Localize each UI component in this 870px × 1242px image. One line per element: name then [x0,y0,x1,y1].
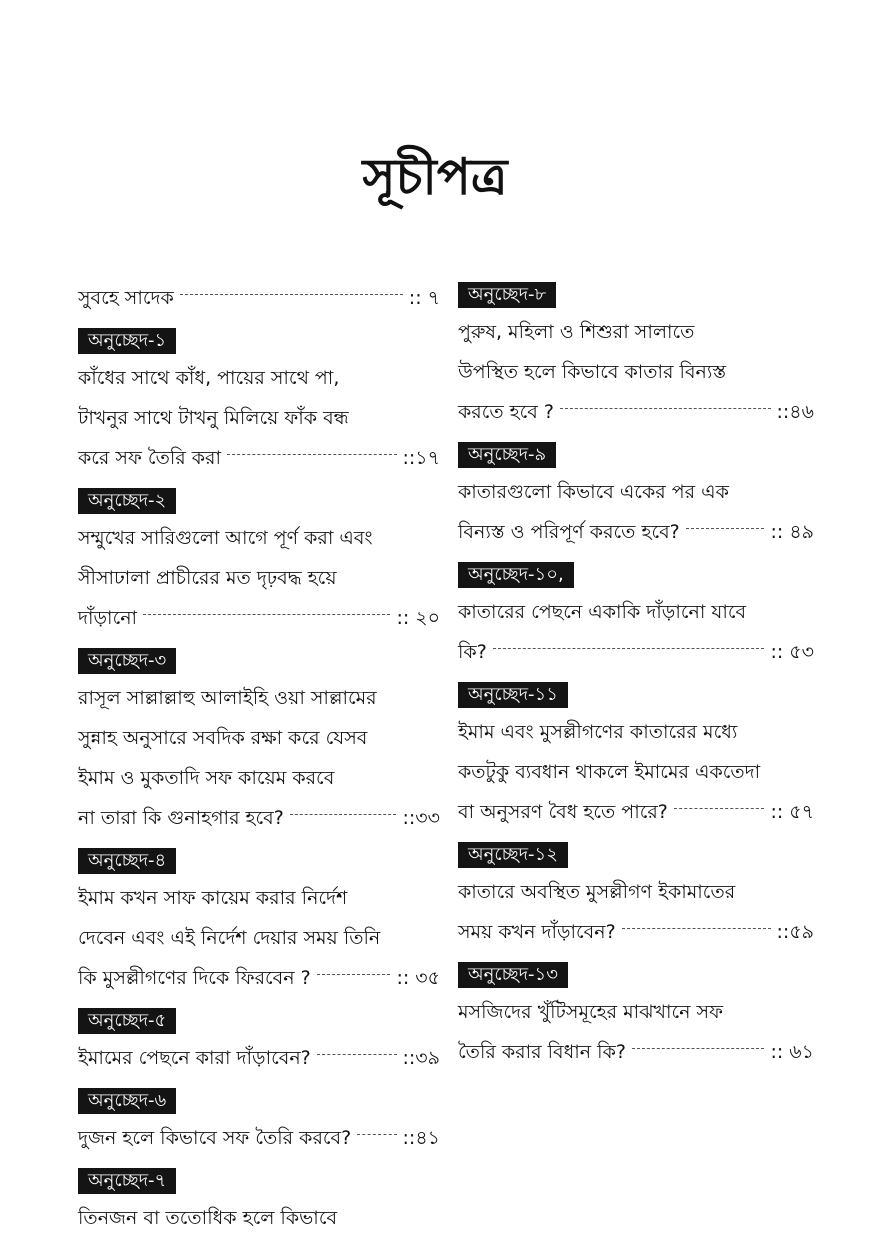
toc-entry-text-line: কি মুসল্লীগণের দিকে ফিরবেন ? [78,967,311,989]
toc-entry-text-line: ইমাম ও মুকতাদি সফ কায়েম করবে [78,767,335,789]
dot-leader [674,808,765,809]
page-number: ::৪১ [402,1127,440,1149]
toc-entry-text-line: কাঁধের সাথে কাঁধ, পায়ের সাথে পা, [78,367,340,389]
toc-line [78,598,440,638]
toc-entry [458,558,814,672]
page-number: :: ৪৯ [770,521,814,543]
toc-line [78,1118,440,1158]
toc-entry-text-line: করতে হবে ? [458,401,554,423]
dot-leader [632,1048,764,1049]
chapter-heading: অনুচ্ছেদ-১২ [458,842,568,868]
left-entry-list [78,324,440,1238]
toc-entry-text-line: ইমামের পেছনে কারা দাঁড়াবেন? [78,1047,311,1069]
right-column [458,278,814,1078]
toc-entry-text-line: ইমাম কখন সাফ কায়েম করার নির্দেশ [78,887,348,909]
page-number: :: ৭ [408,287,440,309]
toc-line [458,1032,814,1072]
page-number: :: ২০ [396,607,440,629]
dot-leader [686,528,765,529]
page-title: সূচীপত্র [362,148,508,206]
toc-line [458,792,814,832]
dot-leader [622,928,771,929]
page-number: :: ৫৭ [770,801,814,823]
toc-entry-text-line: পুরুষ, মহিলা ও শিশুরা সালাতে [458,321,695,343]
page-number: ::৩৩ [402,807,440,829]
toc-entry-text-line: কাতারে অবস্থিত মুসল্লীগণ ইকামাতের [458,881,736,903]
toc-line [458,512,814,552]
toc-entry-text-line: সীসাঢালা প্রাচীরের মত দৃঢ়বদ্ধ হয়ে [78,567,337,589]
toc-entry-text-line: বা অনুসরণ বৈধ হতে পারে? [458,801,668,823]
toc-line [78,958,440,998]
page-number: :: ৫৩ [770,641,814,663]
page-number: ::৪৬ [776,401,814,423]
toc-entry [458,958,814,1072]
toc-entry-text-line: তিনজন বা ততোধিক হলে কিভাবে [78,1207,338,1229]
toc-entry-text-line: উপস্থিত হলে কিভাবে কাতার বিন্যস্ত [458,361,727,383]
dot-leader [560,408,771,409]
toc-entry-text-line: টাখনুর সাথে টাখনু মিলিয়ে ফাঁক বন্ধ [78,407,349,429]
toc-entry-text-line: দাঁড়ানো [78,607,138,629]
chapter-heading: অনুচ্ছেদ-১৩ [458,962,568,988]
page-number: ::১৭ [402,447,440,469]
toc-entry-text-line: কতটুকু ব্যবধান থাকলে ইমামের একতেদা [458,761,761,783]
toc-entry [78,484,440,638]
chapter-heading: অনুচ্ছেদ-১ [78,328,176,354]
dot-leader [180,294,403,295]
toc-entry-text-line: তৈরি করার বিধান কি? [458,1041,626,1063]
toc-line [458,912,814,952]
toc-entry [78,1084,440,1158]
page-number: ::৫৯ [776,921,814,943]
toc-entry-text-line: দুজন হলে কিভাবে সফ তৈরি করবে? [78,1127,352,1149]
toc-line [78,1038,440,1078]
toc-entry [78,1004,440,1078]
toc-entry-text-line: ইমাম এবং মুসল্লীগণের কাতারের মধ্যে [458,721,738,743]
toc-entry [458,438,814,552]
chapter-heading: অনুচ্ছেদ-৬ [78,1088,176,1114]
toc-entry-text-line: কাতারগুলো কিভাবে একের পর এক [458,481,729,503]
toc-line [78,798,440,838]
chapter-heading: অনুচ্ছেদ-৪ [78,848,176,874]
toc-entry-text-line: সম্মুখের সারিগুলো আগে পূর্ণ করা এবং [78,527,373,549]
toc-entry-text-line: সুন্নাহ অনুসারে সবদিক রক্ষা করে যেসব [78,727,368,749]
right-entry-list [458,278,814,1072]
toc-entry [78,324,440,478]
chapter-heading: অনুচ্ছেদ-৮ [458,282,556,308]
toc-entry-text-line: কাতারের পেছনে একাকি দাঁড়ানো যাবে [458,601,747,623]
toc-entry-text-line: করে সফ তৈরি করা [78,447,222,469]
toc-line [78,278,440,318]
toc-line [458,392,814,432]
left-column [78,278,440,1242]
page-number: ::৩৯ [402,1047,440,1069]
dot-leader [493,648,765,649]
toc-entry-text-line: রাসূল সাল্লাল্লাহু আলাইহি ওয়া সাল্লামের [78,687,377,709]
toc-line [458,632,814,672]
toc-entry-text-line: কি? [458,641,487,663]
dot-leader [357,1134,396,1135]
dot-leader [317,974,391,975]
toc-entry-text-line: না তারা কি গুনাহগার হবে? [78,807,284,829]
toc-entry [458,678,814,832]
toc-entry [458,278,814,432]
chapter-heading: অনুচ্ছেদ-৭ [78,1168,176,1194]
page-number: :: ৩৫ [396,967,440,989]
chapter-heading: অনুচ্ছেদ-২ [78,488,176,514]
dot-leader [317,1054,397,1055]
dot-leader [227,454,396,455]
toc-entry [78,1164,440,1238]
chapter-heading: অনুচ্ছেদ-১১ [458,682,568,708]
chapter-heading: অনুচ্ছেদ-৯ [458,442,556,468]
chapter-heading: অনুচ্ছেদ-৩ [78,648,176,674]
toc-entry-title: সুবহে সাদেক [78,287,174,309]
toc-entry [78,644,440,838]
toc-entry [458,838,814,952]
toc-entry-text-line: সময় কখন দাঁড়াবেন? [458,921,616,943]
toc-entry-text-line: মসজিদের খুঁটিসমূহের মাঝখানে সফ [458,1001,723,1023]
toc-entry [78,844,440,998]
toc-line [78,438,440,478]
dot-leader [290,814,397,815]
dot-leader [143,614,390,615]
toc-entry-text-line: বিন্যস্ত ও পরিপূর্ণ করতে হবে? [458,521,680,543]
page-number: :: ৬১ [770,1041,814,1063]
toc-entry-intro [78,278,440,318]
chapter-heading: অনুচ্ছেদ-১০, [458,562,574,588]
toc-entry-text-line: দেবেন এবং এই নির্দেশ দেয়ার সময় তিনি [78,927,381,949]
chapter-heading: অনুচ্ছেদ-৫ [78,1008,176,1034]
